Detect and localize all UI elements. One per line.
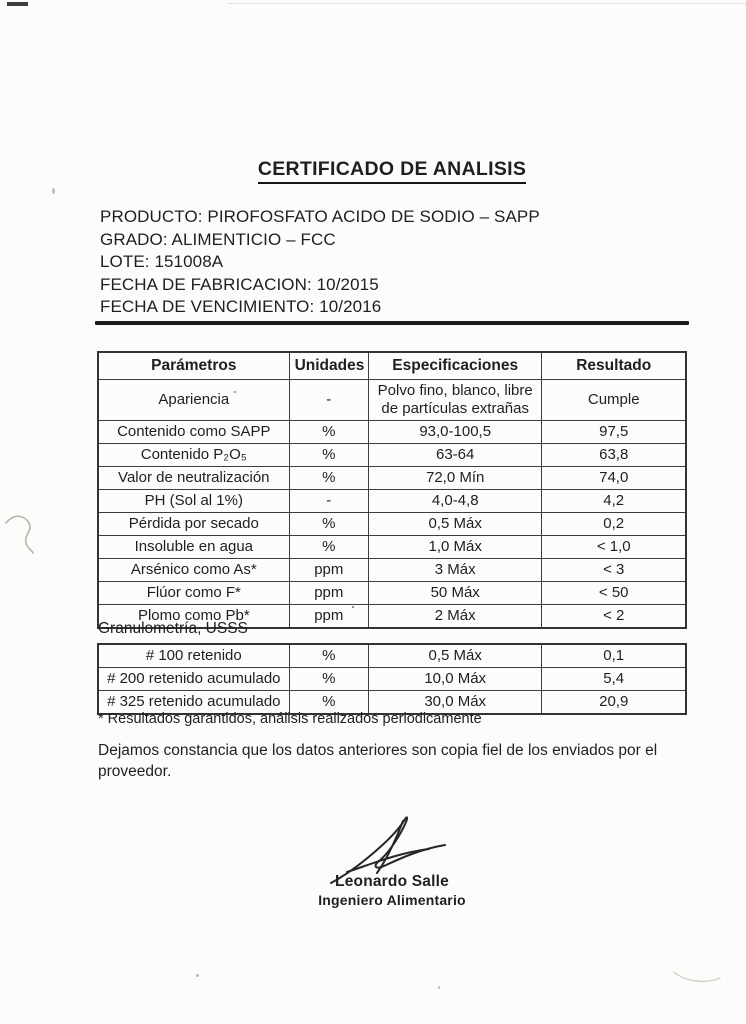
table-row	[98, 380, 686, 421]
product-info-block	[100, 206, 686, 319]
scan-speck	[52, 188, 55, 194]
table-row	[98, 582, 686, 605]
granulometry-table	[97, 643, 687, 715]
spec-cell: 93,0-100,5	[368, 421, 541, 444]
result-cell: 63,8	[542, 444, 686, 467]
unit-cell: ppm	[289, 582, 368, 605]
unit-cell: %	[289, 421, 368, 444]
header-unidades: Unidades	[289, 352, 368, 380]
granulometry-section-label: Granulometría, USSS	[98, 620, 248, 637]
result-cell: 74,0	[542, 467, 686, 490]
param-cell: Valor de neutralización	[98, 467, 289, 490]
unit-cell: -	[289, 490, 368, 513]
grade-line: GRADO: ALIMENTICIO – FCC	[100, 229, 336, 249]
title-wrap	[97, 158, 687, 184]
header-resultado: Resultado	[542, 352, 686, 380]
spec-cell: 50 Máx	[368, 582, 541, 605]
table-row	[98, 513, 686, 536]
scan-artifact-squiggle	[2, 505, 42, 575]
param-cell: PH (Sol al 1%)	[98, 490, 289, 513]
signature-block	[97, 815, 687, 908]
param-cell: # 100 retenido	[98, 644, 289, 668]
unit-cell: %	[289, 668, 368, 691]
unit-cell: -	[289, 380, 368, 421]
param-cell: Arsénico como As*	[98, 559, 289, 582]
param-cell: Contenido P₂O₅	[98, 444, 289, 467]
result-cell: 97,5	[542, 421, 686, 444]
param-cell: # 325 retenido acumulado	[98, 691, 289, 715]
header-parametros: Parámetros	[98, 352, 289, 380]
manufacture-date-line: FECHA DE FABRICACION: 10/2015	[100, 274, 379, 294]
param-cell: # 200 retenido acumulado	[98, 668, 289, 691]
result-cell: < 3	[542, 559, 686, 582]
unit-cell: %	[289, 467, 368, 490]
header-especificaciones: Especificaciones	[368, 352, 541, 380]
spec-cell: 0,5 Máx	[368, 513, 541, 536]
spec-cell: 3 Máx	[368, 559, 541, 582]
param-cell: Plomo como Pb*	[98, 605, 289, 629]
param-cell: Pérdida por secado	[98, 513, 289, 536]
scan-speck	[438, 986, 440, 989]
document-title: CERTIFICADO DE ANALISIS	[258, 158, 526, 184]
result-cell: 5,4	[542, 668, 686, 691]
result-cell: Cumple	[542, 380, 686, 421]
scan-artifact-curve	[672, 968, 722, 988]
table-row	[98, 444, 686, 467]
unit-cell: %	[289, 691, 368, 715]
table-header-row	[98, 352, 686, 380]
table-row	[98, 559, 686, 582]
unit-cell: %	[289, 444, 368, 467]
result-cell: < 2	[542, 605, 686, 629]
horizontal-rule	[95, 321, 689, 325]
unit-cell: %	[289, 644, 368, 668]
unit-cell: ppm	[289, 559, 368, 582]
lot-line: LOTE: 151008A	[100, 252, 224, 272]
result-cell: 4,2	[542, 490, 686, 513]
spec-cell: 10,0 Máx	[368, 668, 541, 691]
result-cell: 0,1	[542, 644, 686, 668]
result-cell: 20,9	[542, 691, 686, 715]
result-cell: < 1,0	[542, 536, 686, 559]
signer-role: Ingeniero Alimentario	[318, 892, 466, 908]
param-cell: Apariencia	[98, 380, 289, 421]
spec-cell: 63-64	[368, 444, 541, 467]
table-row	[98, 421, 686, 444]
unit-cell: %	[289, 513, 368, 536]
table-row	[98, 467, 686, 490]
unit-cell: %	[289, 536, 368, 559]
result-cell: 0,2	[542, 513, 686, 536]
spec-cell: 0,5 Máx	[368, 644, 541, 668]
spec-cell: Polvo fino, blanco, libre de partículas extrañas	[368, 380, 541, 421]
param-cell: Contenido como SAPP	[98, 421, 289, 444]
table-row	[98, 536, 686, 559]
unit-cell: ppm	[289, 605, 368, 629]
param-cell: Flúor como F*	[98, 582, 289, 605]
guarantee-footnote: * Resultados garantidos, análisis realizados periodicamente	[98, 711, 482, 727]
spec-cell: 1,0 Máx	[368, 536, 541, 559]
spec-cell: 2 Máx	[368, 605, 541, 629]
scan-artifact-hairline	[228, 3, 746, 4]
signer-name: Leonardo Salle	[335, 873, 449, 890]
param-cell: Insoluble en agua	[98, 536, 289, 559]
result-cell: < 50	[542, 582, 686, 605]
spec-cell: 30,0 Máx	[368, 691, 541, 715]
spec-cell: 72,0 Mín	[368, 467, 541, 490]
results-table	[97, 351, 687, 629]
table-row	[98, 668, 686, 691]
spec-cell: 4,0-4,8	[368, 490, 541, 513]
table-row	[98, 644, 686, 668]
table-row	[98, 490, 686, 513]
expiry-date-line: FECHA DE VENCIMIENTO: 10/2016	[100, 297, 382, 317]
scan-artifact-dash	[7, 2, 28, 6]
product-line: PRODUCTO: PIROFOSFATO ACIDO DE SODIO – SAPP	[100, 207, 540, 226]
scan-speck	[196, 974, 199, 977]
statement-paragraph: Dejamos constancia que los datos anteriores son copia fiel de los enviados por el proveedor.	[98, 742, 658, 780]
